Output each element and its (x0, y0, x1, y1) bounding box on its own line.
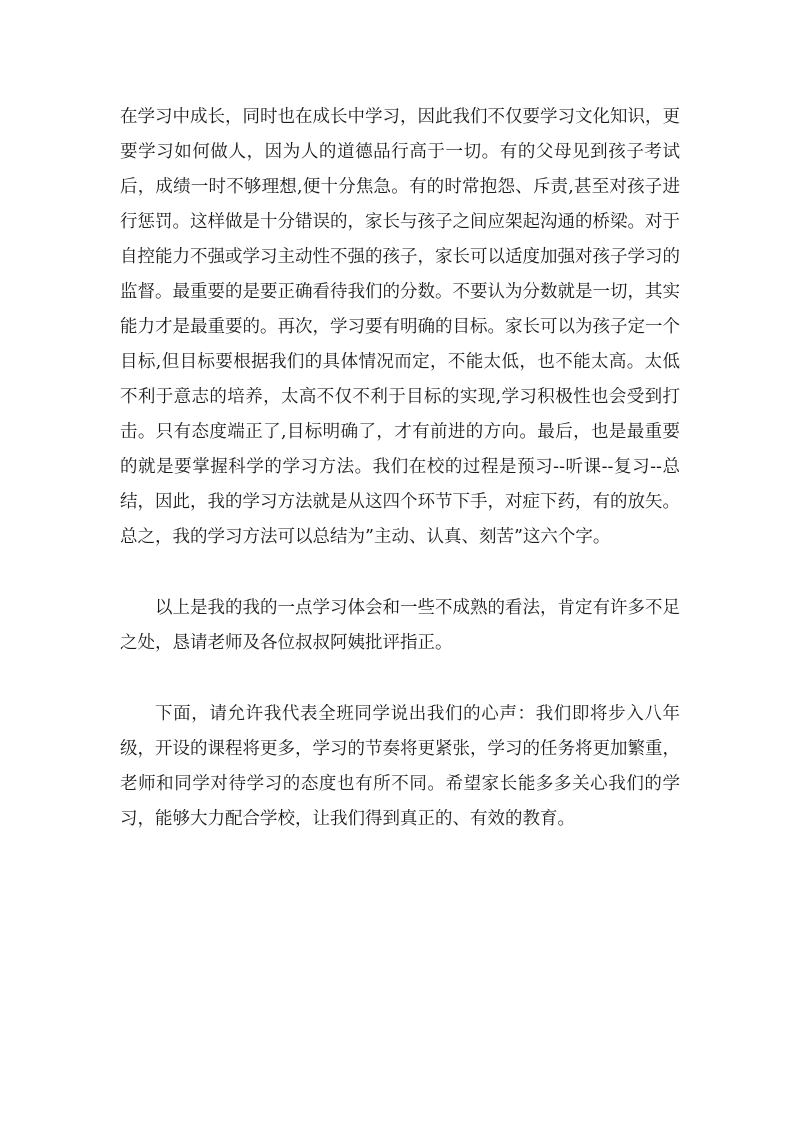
document-body (120, 100, 680, 837)
paragraph-spacer (120, 661, 680, 697)
paragraph-study-methods: 在学习中成长，同时也在成长中学习，因此我们不仅要学习文化知识，更要学习如何做人，因为人的道德品行高于一切。有的父母见到孩子考试后，成绩一时不够理想,便十分焦急。有的时常抱怨、斥责,甚至对孩子进行惩罚。这样做是十分错误的，家长与孩子之间应架起沟通的桥梁。对于自控能力不强或学习主动性不强的孩子，家长可以适度加强对孩子学习的监督。最重要的是要正确看待我们的分数。不要认为分数就是一切，其实能力才是最重要的。再次，学习要有明确的目标。家长可以为孩子定一个目标,但目标要根据我们的具体情况而定，不能太低，也不能太高。太低不利于意志的培养，太高不仅不利于目标的实现,学习积极性也会受到打击。只有态度端正了,目标明确了，才有前进的方向。最后，也是最重要的就是要掌握科学的学习方法。我们在校的过程是预习--听课--复习--总结，因此，我的学习方法就是从这四个环节下手，对症下药，有的放矢。总之，我的学习方法可以总结为”主动、认真、刻苦”这六个字。 (120, 107, 680, 547)
paragraph-spacer (120, 555, 680, 591)
paragraph-closing-remarks: 以上是我的我的一点学习体会和一些不成熟的看法，肯定有许多不足之处，恳请老师及各位叔叔阿姨批评指正。 (120, 598, 680, 653)
paragraph-class-voice: 下面，请允许我代表全班同学说出我们的心声：我们即将步入八年级，开设的课程将更多，学习的节奏将更紧张，学习的任务将更加繁重，老师和同学对待学习的态度也有所不同。希望家长能多多关心我们的学习，能够大力配合学校，让我们得到真正的、有效的教育。 (120, 704, 680, 829)
